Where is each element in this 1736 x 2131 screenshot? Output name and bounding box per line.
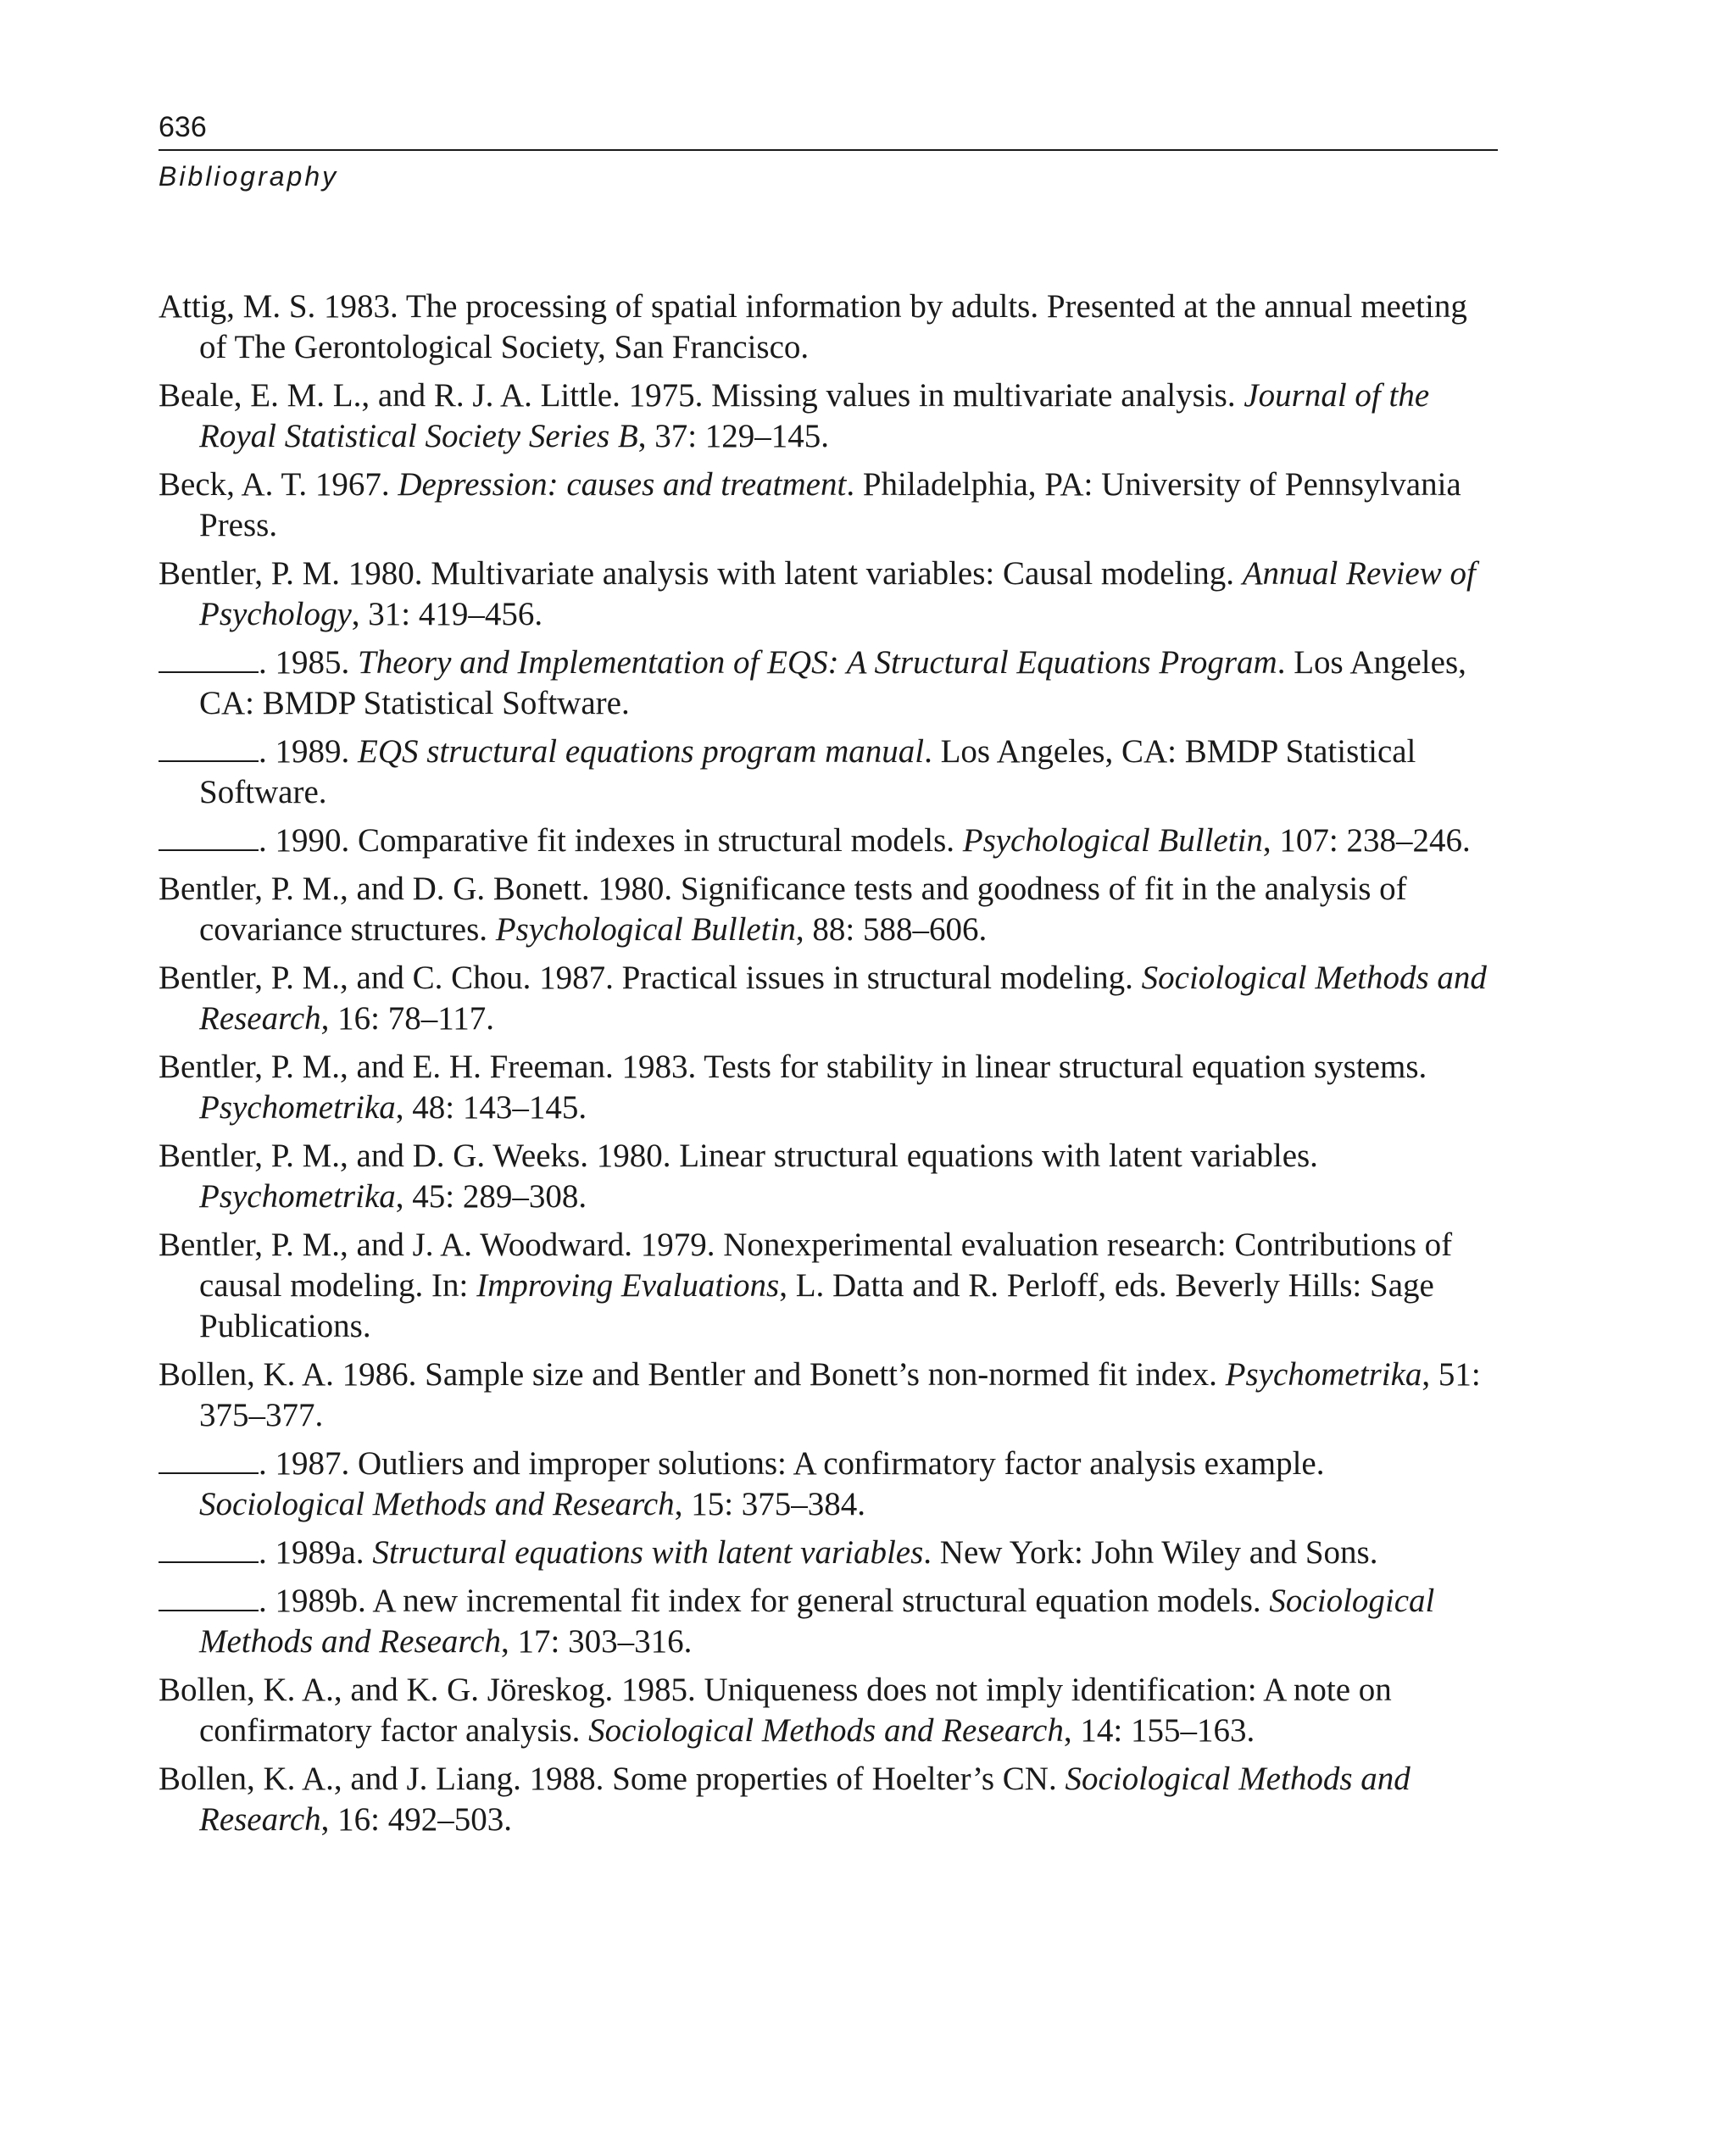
entry-text: , 45: 289–308. bbox=[395, 1178, 587, 1215]
bibliography-entry bbox=[159, 1533, 1498, 1573]
entry-title-italic: Sociological Methods and Research bbox=[199, 1486, 675, 1522]
entry-text: Bollen, K. A. 1986. Sample size and Bentler and Bonett’s non-normed fit index. bbox=[159, 1356, 1226, 1393]
entry-text: , 14: 155–163. bbox=[1063, 1712, 1255, 1749]
entry-text: , 16: 492–503. bbox=[320, 1801, 513, 1838]
entry-text: Bentler, P. M. 1980. Multivariate analysis with latent variables: Causal modeling. bbox=[159, 555, 1243, 592]
entry-title-italic: Theory and Implementation of EQS: A Structural Equations Program bbox=[358, 644, 1277, 681]
entry-text: , 107: 238–246. bbox=[1262, 822, 1471, 859]
entry-text: . New York: John Wiley and Sons. bbox=[923, 1534, 1378, 1571]
bibliography-entry bbox=[159, 1225, 1498, 1347]
entry-text: Bollen, K. A., and K. G. Jöreskog. 1985. Uniqueness does not imply identification: A note on confirmatory factor analysis. bbox=[159, 1672, 1392, 1749]
entry-text: Beale, E. M. L., and R. J. A. Little. 1975. Missing values in multivariate analysis. bbox=[159, 377, 1244, 414]
running-head: Bibliography bbox=[159, 161, 339, 192]
entry-title-italic: Sociological Methods and Research bbox=[588, 1712, 1064, 1749]
bibliography-entry bbox=[159, 869, 1498, 950]
entry-text: . 1990. Comparative fit indexes in structural models. bbox=[259, 822, 963, 859]
entry-text: . Los Angeles, CA: BMDP Statistical Software. bbox=[199, 644, 1466, 721]
entry-text: , 31: 419–456. bbox=[351, 596, 543, 632]
entry-text: . 1987. Outliers and improper solutions: A confirmatory factor analysis example. bbox=[259, 1445, 1325, 1482]
entry-title-italic: Psychometrika bbox=[199, 1178, 396, 1215]
bibliography-entry bbox=[159, 732, 1498, 813]
entry-text: Bentler, P. M., and D. G. Bonett. 1980. Significance tests and goodness of fit in the analysis of covariance structures. bbox=[159, 871, 1407, 948]
repeat-author-dash bbox=[159, 735, 259, 762]
bibliography-entry bbox=[159, 1759, 1498, 1840]
page-header bbox=[159, 108, 1498, 193]
entry-title-italic: Depression: causes and treatment bbox=[398, 466, 847, 503]
entry-text: , 15: 375–384. bbox=[674, 1486, 866, 1522]
repeat-author-dash bbox=[159, 1536, 259, 1563]
entry-text: Bollen, K. A., and J. Liang. 1988. Some properties of Hoelter’s CN. bbox=[159, 1761, 1066, 1797]
repeat-author-dash bbox=[159, 1584, 259, 1611]
entry-text: . 1989a. bbox=[259, 1534, 373, 1571]
bibliography-entry bbox=[159, 1136, 1498, 1217]
entry-title-italic: Improving Evaluations bbox=[476, 1267, 780, 1304]
header-rule bbox=[159, 149, 1498, 151]
entry-text: . 1985. bbox=[259, 644, 358, 681]
bibliography-entry bbox=[159, 1581, 1498, 1662]
entry-text: Attig, M. S. 1983. The processing of spatial information by adults. Presented at the annual meeting of The Gerontological Society, San Francisco. bbox=[159, 288, 1467, 365]
entry-text: . Philadelphia, PA: University of Pennsylvania Press. bbox=[199, 466, 1461, 543]
entry-text: 16: 78–117. bbox=[329, 1000, 495, 1037]
entry-text: Bentler, P. M., and E. H. Freeman. 1983. Tests for stability in linear structural equation systems. bbox=[159, 1049, 1427, 1085]
repeat-author-dash bbox=[159, 646, 259, 673]
page-number: 636 bbox=[159, 111, 207, 143]
entry-title-italic: Journal of the Royal Statistical Society Series B bbox=[199, 377, 1430, 454]
entry-text: Beck, A. T. 1967. bbox=[159, 466, 398, 503]
entry-title-italic: Sociological Methods and Research bbox=[199, 1761, 1410, 1838]
entry-text: , 51: 375–377. bbox=[199, 1356, 1481, 1433]
entry-text: , L. Datta and R. Perloff, eds. Beverly Hills: Sage Publications. bbox=[199, 1267, 1434, 1344]
entry-title-italic: Annual Review of Psychology bbox=[199, 555, 1476, 632]
entry-title-italic: Structural equations with latent variables bbox=[372, 1534, 924, 1571]
bibliography-entry bbox=[159, 821, 1498, 861]
bibliography-entry bbox=[159, 1047, 1498, 1128]
entry-text: Bentler, P. M., and D. G. Weeks. 1980. Linear structural equations with latent variables. bbox=[159, 1138, 1318, 1174]
entry-text: , 17: 303–316. bbox=[500, 1623, 693, 1660]
repeat-author-dash bbox=[159, 1447, 259, 1474]
entry-text: , 88: 588–606. bbox=[795, 911, 988, 948]
entry-title-italic: EQS structural equations program manual bbox=[358, 733, 925, 770]
entry-title-italic: Psychometrika bbox=[1225, 1356, 1422, 1393]
bibliography-entry bbox=[159, 1355, 1498, 1436]
bibliography-list bbox=[159, 287, 1498, 1848]
entry-text: . 1989b. A new incremental fit index for general structural equation models. bbox=[259, 1583, 1270, 1619]
bibliography-entry bbox=[159, 1444, 1498, 1525]
bibliography-entry bbox=[159, 643, 1498, 724]
entry-title-italic: Psychological Bulletin bbox=[495, 911, 796, 948]
entry-text: , 37: 129–145. bbox=[637, 418, 830, 454]
entry-text: , 48: 143–145. bbox=[395, 1089, 587, 1126]
entry-title-italic: Sociological Methods and Research, bbox=[199, 960, 1487, 1037]
bibliography-entry bbox=[159, 554, 1498, 635]
bibliography-entry bbox=[159, 376, 1498, 457]
entry-text: Bentler, P. M., and C. Chou. 1987. Practical issues in structural modeling. bbox=[159, 960, 1142, 996]
entry-title-italic: Psychometrika bbox=[199, 1089, 396, 1126]
bibliography-entry bbox=[159, 958, 1498, 1039]
entry-text: . Los Angeles, CA: BMDP Statistical Software. bbox=[199, 733, 1416, 810]
entry-title-italic: Psychological Bulletin bbox=[962, 822, 1263, 859]
entry-title-italic: Sociological Methods and Research bbox=[199, 1583, 1435, 1660]
entry-text: Bentler, P. M., and J. A. Woodward. 1979. Nonexperimental evaluation research: Contributions of causal modeling. In: bbox=[159, 1227, 1453, 1304]
bibliography-entry bbox=[159, 465, 1498, 546]
bibliography-entry bbox=[159, 287, 1498, 368]
entry-text: . 1989. bbox=[259, 733, 358, 770]
bibliography-entry bbox=[159, 1670, 1498, 1751]
repeat-author-dash bbox=[159, 824, 259, 851]
